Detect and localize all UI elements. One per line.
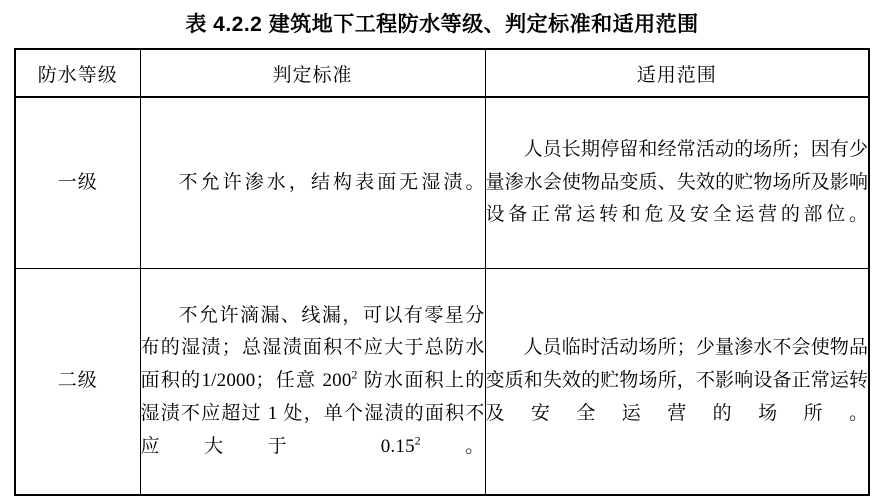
cell-grade-level2: 二级 [15, 269, 140, 496]
page-title: 表 4.2.2 建筑地下工程防水等级、判定标准和适用范围 [185, 13, 699, 36]
column-header-scope: 适用范围 [485, 49, 869, 97]
table-header-row [15, 49, 869, 97]
cell-criteria-level1: 不允许渗水，结构表面无湿渍。 [140, 97, 485, 269]
criteria-superscript-2: 2 [414, 434, 421, 448]
column-header-criteria: 判定标准 [140, 49, 485, 97]
table-row [15, 269, 869, 496]
table-header [15, 49, 869, 97]
criteria-text-part3: 。 [420, 435, 485, 457]
cell-scope-level2: 人员临时活动场所；少量渗水不会使物品变质和失效的贮物场所，不影响设备正常运转及安全运营的场所。 [485, 269, 869, 496]
criteria-text-part2: 防水面积上的湿渍不应超过 1 处，单个湿渍的面积不应大于 0.15 [140, 370, 485, 457]
cell-scope-level1: 人员长期停留和经常活动的场所；因有少量渗水会使物品变质、失效的贮物场所及影响设备正常运转和危及安全运营的部位。 [485, 97, 869, 269]
table-body [15, 97, 869, 495]
cell-grade-level1: 一级 [15, 97, 140, 269]
table-row [15, 97, 869, 269]
column-header-grade: 防水等级 [15, 49, 140, 97]
waterproof-grade-table [14, 48, 870, 496]
criteria-superscript-1: 2 [351, 368, 358, 382]
criteria-text-part1: 不允许滴漏、线漏，可以有零星分布的湿渍；总湿渍面积不应大于总防水面积的1/2000；任意 200 [140, 304, 485, 392]
cell-criteria-level2 [140, 269, 485, 496]
